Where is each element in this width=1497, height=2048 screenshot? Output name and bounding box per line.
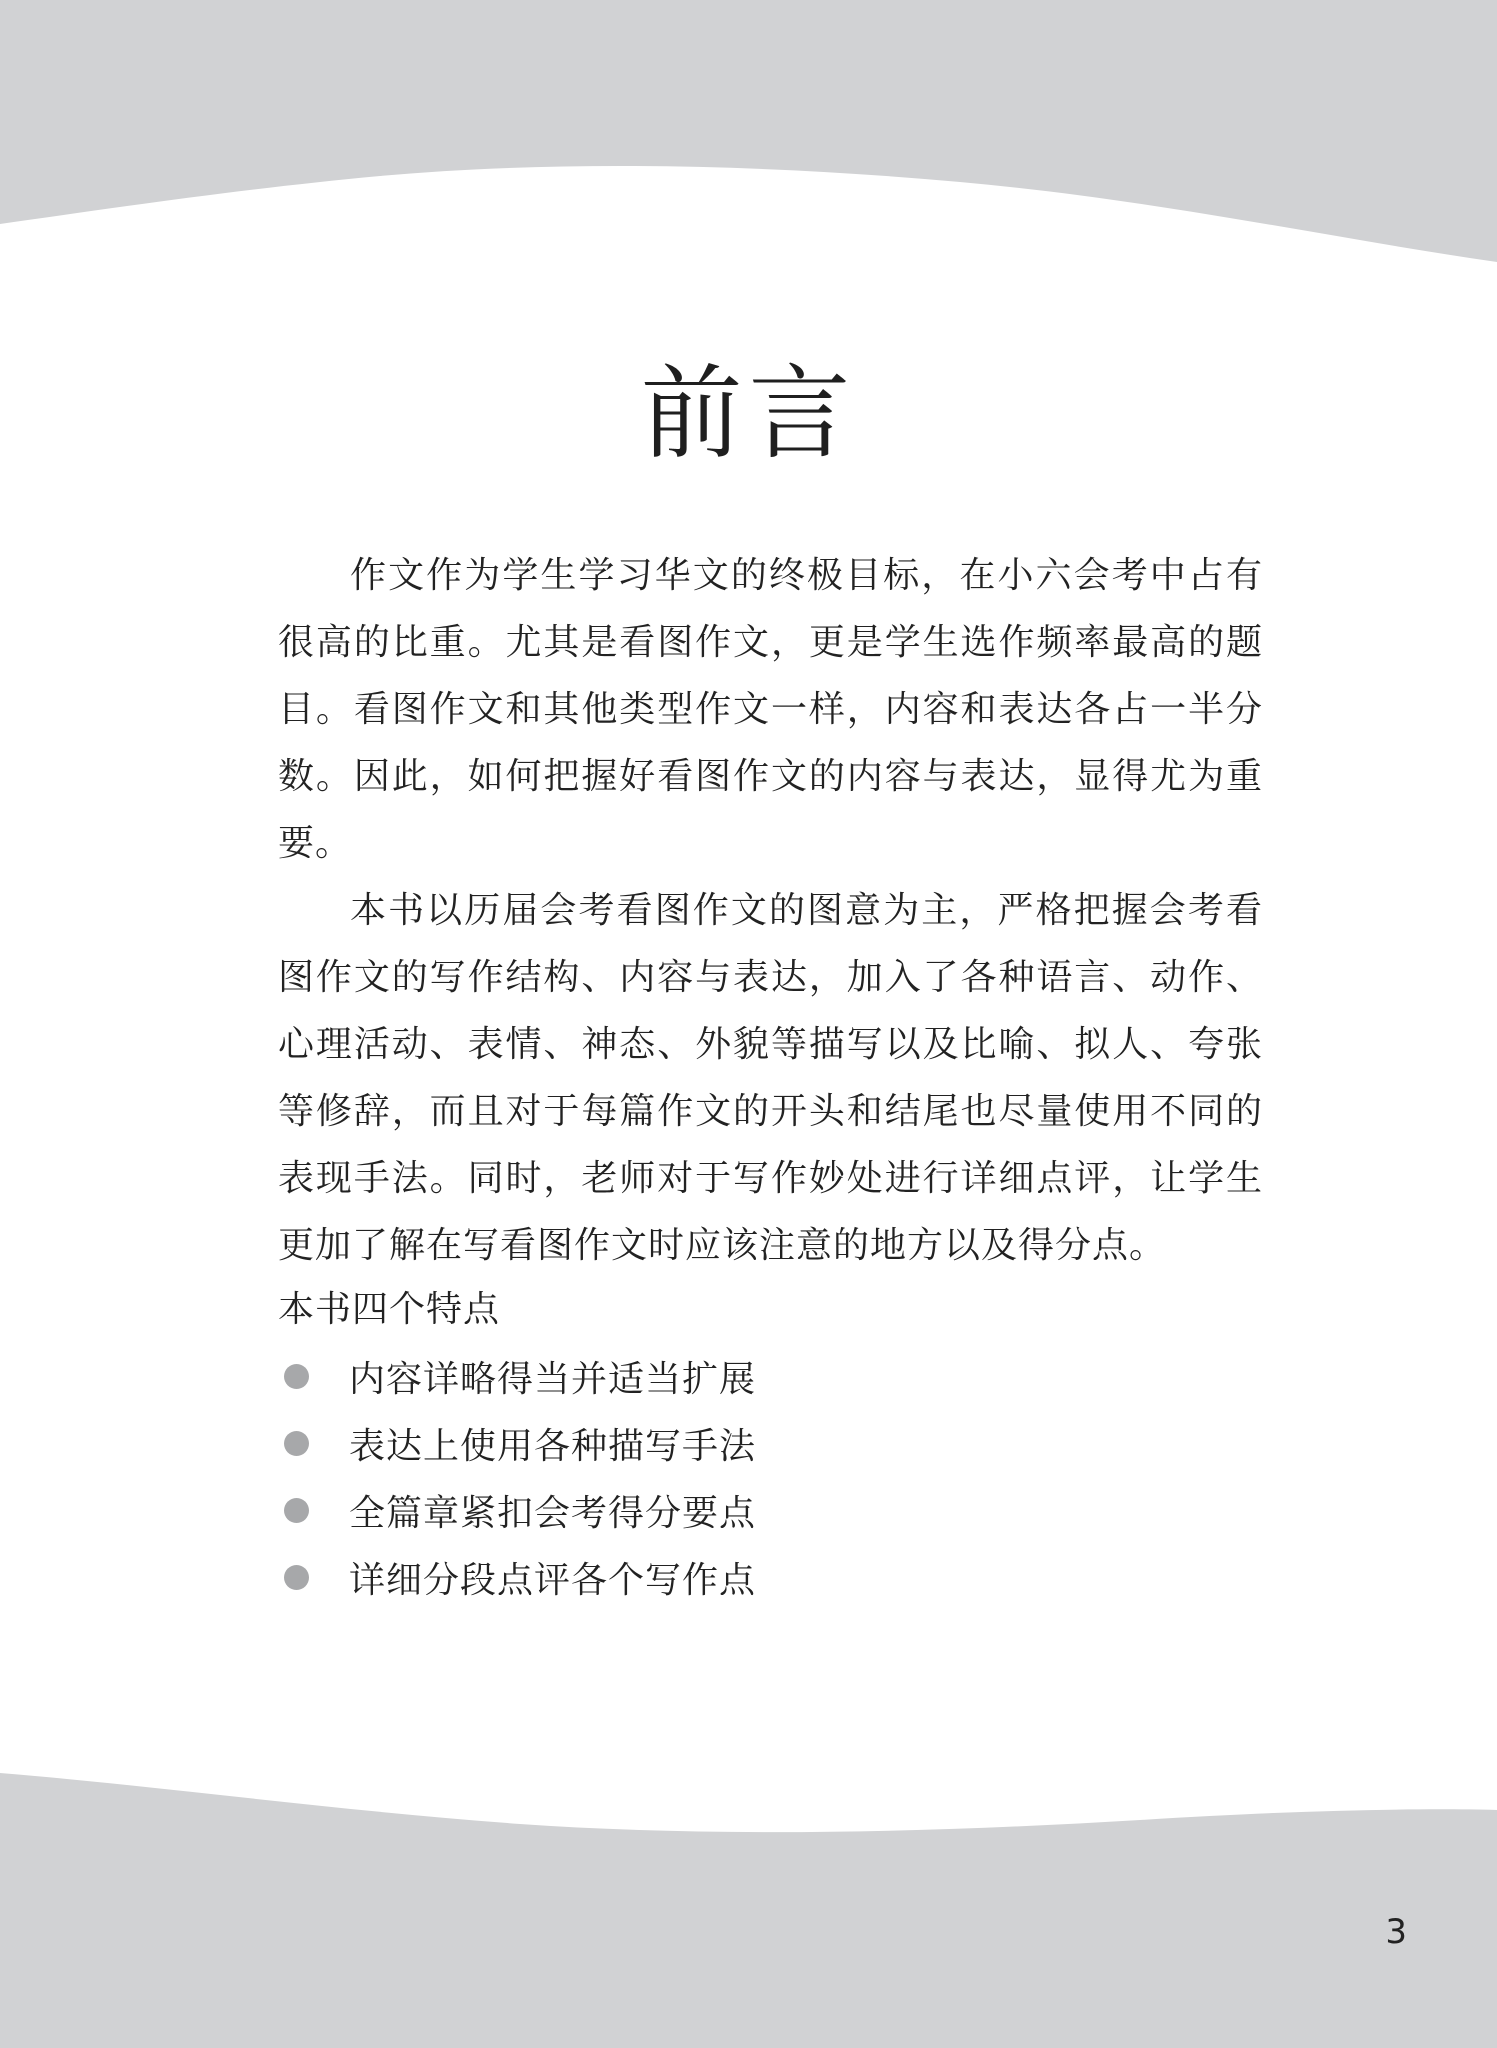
page-title: 前言 <box>640 355 857 475</box>
feature-label: 详细分段点评各个写作点 <box>349 1560 757 1601</box>
top-wave-decoration <box>0 0 1497 270</box>
features-list <box>278 1343 756 1611</box>
bullet-dot-icon <box>284 1565 309 1590</box>
feature-item <box>278 1544 756 1611</box>
bullet-dot-icon <box>284 1364 309 1389</box>
feature-label: 全篇章紧扣会考得分要点 <box>349 1493 757 1534</box>
bullet-dot-icon <box>284 1498 309 1523</box>
feature-item <box>278 1343 756 1410</box>
bottom-wave-decoration <box>0 1768 1497 2048</box>
preface-paragraph-1: 作文作为学生学习华文的终极目标，在小六会考中占有很高的比重。尤其是看图作文，更是学生选作频率最高的题目。看图作文和其他类型作文一样，内容和表达各占一半分数。因此，如何把握好看图作文的内容与表达，显得尤为重要。 <box>278 555 1263 864</box>
feature-label: 表达上使用各种描写手法 <box>349 1426 757 1467</box>
feature-item <box>278 1477 756 1544</box>
page-number: 3 <box>1385 1912 1407 1952</box>
preface-body <box>278 542 1263 1279</box>
bullet-dot-icon <box>284 1431 309 1456</box>
preface-paragraph-2: 本书以历届会考看图作文的图意为主，严格把握会考看图作文的写作结构、内容与表达，加入了各种语言、动作、心理活动、表情、神态、外貌等描写以及比喻、拟人、夸张等修辞，而且对于每篇作文的开头和结尾也尽量使用不同的表现手法。同时，老师对于写作妙处进行详细点评，让学生更加了解在写看图作文时应该注意的地方以及得分点。 <box>278 890 1263 1266</box>
feature-label: 内容详略得当并适当扩展 <box>349 1359 757 1400</box>
features-heading: 本书四个特点 <box>278 1289 501 1330</box>
feature-item <box>278 1410 756 1477</box>
